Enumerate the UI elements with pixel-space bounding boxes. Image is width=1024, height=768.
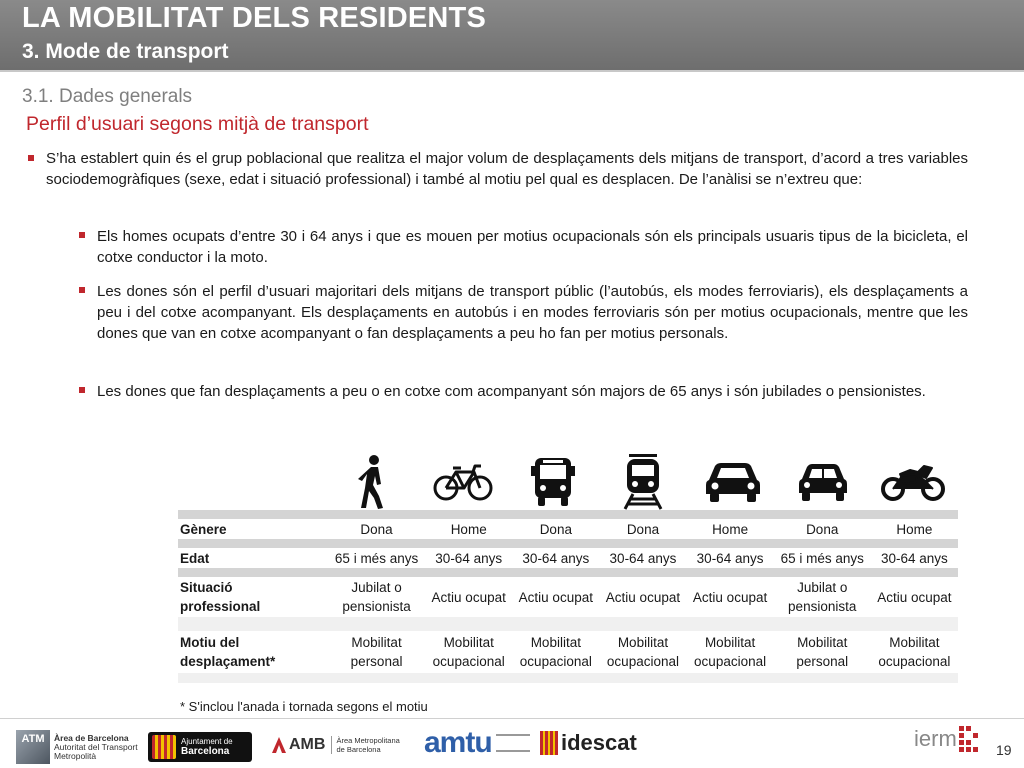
table-separator xyxy=(178,568,958,577)
table-cell: Actiu ocupat xyxy=(431,589,506,605)
amb-text: AMB xyxy=(289,736,326,753)
table-separator xyxy=(178,539,958,548)
motorcycle-icon xyxy=(868,452,958,512)
car-passenger-icon xyxy=(778,452,868,512)
table-cell: Dona xyxy=(626,521,660,537)
train-icon xyxy=(598,452,688,512)
row-label-line: Situació xyxy=(180,580,233,595)
idescat-text: idescat xyxy=(561,730,637,755)
barcelona-shield-icon xyxy=(152,735,176,759)
table-cell-line: Mobilitat xyxy=(617,635,669,650)
row-label xyxy=(178,577,328,617)
table-cell-line: Mobilitat xyxy=(530,635,581,650)
bullet-square-icon xyxy=(28,155,34,161)
sub-bullet-3-text: Les dones que fan desplaçaments a peu o en cotxe com acompanyant són majors de 65 anys i són jubilades o pensionistes. xyxy=(97,383,926,400)
car-driver-icon xyxy=(688,452,778,512)
amb-mark-icon xyxy=(272,737,286,753)
table-cell xyxy=(871,631,958,673)
table-cell-line: Mobilitat xyxy=(443,635,494,650)
table-cell-line: ocupacional xyxy=(694,654,767,669)
row-label-line: Motiu del xyxy=(180,635,240,650)
table-cell-line: Jubilat o xyxy=(351,580,402,595)
iermb-text: ierm xyxy=(914,726,957,751)
table-cell: Actiu ocupat xyxy=(692,589,768,605)
amtu-logo xyxy=(424,726,530,760)
table-cell-line: pensionista xyxy=(788,599,857,614)
table-cell-line: personal xyxy=(350,654,403,669)
bullet-square-icon xyxy=(79,287,85,293)
row-label: Gènere xyxy=(180,521,227,537)
main-bullet-text: S’ha establert quin és el grup poblacional que realitza el major volum de desplaçaments dels mitjans de transport, d’acord a tres variables sociodemogràfiques (sexe, edat i situació professional) i també al motiu pel qual es desplacen. De l’anàlisi se n’extreu que: xyxy=(46,150,968,188)
footer-divider xyxy=(0,718,1024,719)
table-cell: Dona xyxy=(539,521,572,537)
table-cell-line: Mobilitat xyxy=(704,635,756,650)
table-cell: Actiu ocupat xyxy=(605,589,681,605)
table-separator xyxy=(178,673,958,683)
bicycle-icon xyxy=(418,452,508,512)
section-heading: 3.1. Dades generals xyxy=(22,86,193,107)
table-cell-line: pensionista xyxy=(342,599,411,614)
table-cell: 30-64 anys xyxy=(522,550,590,566)
table-cell: Dona xyxy=(360,521,393,537)
transport-icons-row xyxy=(328,452,958,512)
amb-logo xyxy=(272,736,400,754)
table-row xyxy=(178,631,958,673)
table-cell-line: Mobilitat xyxy=(889,635,940,650)
row-label: Edat xyxy=(180,550,210,566)
table-cell xyxy=(687,631,774,673)
user-profile-table xyxy=(178,510,958,683)
pedestrian-icon xyxy=(328,452,418,512)
table-cell-line: ocupacional xyxy=(878,654,951,669)
atm-name-line3: Metropolità xyxy=(54,750,97,761)
table-row xyxy=(178,519,958,539)
ajuntament-line2: Barcelona xyxy=(181,746,230,757)
table-cell-line: ocupacional xyxy=(519,654,592,669)
table-cell: 30-64 anys xyxy=(880,550,948,566)
table-cell xyxy=(774,577,871,617)
table-separator xyxy=(178,510,958,519)
sub-bullet-1-text: Els homes ocupats d’entre 30 i 64 anys i que es mouen per motius ocupacionals són els principals usuaris tipus de la bicicleta, el cotxe conductor i la moto. xyxy=(97,228,968,266)
table-cell-line: personal xyxy=(796,654,849,669)
row-label xyxy=(178,631,328,673)
table-cell xyxy=(425,631,512,673)
table-cell: 30-64 anys xyxy=(696,550,764,566)
table-cell xyxy=(328,631,425,673)
atm-name-line2: Autoritat del Transport xyxy=(54,741,138,752)
table-cell: Home xyxy=(896,521,933,537)
table-cell: Dona xyxy=(806,521,839,537)
bus-icon xyxy=(508,452,598,512)
sub-bullet-2-text: Les dones són el perfil d’usuari majoritari dels mitjans de transport públic (l’autobús, els modes ferroviaris), els desplaçaments a peu i del cotxe acompanyant. Els desplaçaments en autobús i en modes ferroviaris són per motius ocupacionals, mentre que les dones que van en cotxe acompanyant o fan desplaçaments a peu ho fan per motius personals. xyxy=(97,283,968,342)
table-cell xyxy=(599,631,686,673)
ajuntament-line1: Ajuntament de xyxy=(181,737,233,746)
amtu-text: amtu xyxy=(424,726,492,759)
amtu-tagline-icon xyxy=(496,734,530,752)
table-cell: Home xyxy=(450,521,487,537)
table-cell xyxy=(774,631,871,673)
table-row xyxy=(178,577,958,617)
page-number: 19 xyxy=(996,742,1012,758)
table-cell: 30-64 anys xyxy=(435,550,503,566)
bullet-square-icon xyxy=(79,387,85,393)
table-cell xyxy=(328,577,425,617)
iermb-b-mark-icon xyxy=(957,724,983,754)
table-cell: Actiu ocupat xyxy=(877,589,952,605)
table-separator xyxy=(178,617,958,631)
row-label-line: professional xyxy=(180,599,261,614)
idescat-logo xyxy=(540,730,637,756)
subsection-heading: Perfil d’usuari segons mitjà de transport xyxy=(26,113,369,135)
table-cell: 65 i més anys xyxy=(334,550,419,566)
atm-badge: ATM xyxy=(16,730,50,764)
footnote: * S'inclou l'anada i tornada segons el motiu xyxy=(180,699,428,714)
iermb-logo xyxy=(914,724,983,754)
atm-name-line1: Àrea de Barcelona xyxy=(54,732,129,743)
table-cell: Home xyxy=(712,521,749,537)
amb-line2: de Barcelona xyxy=(336,745,381,754)
slide-subtitle: 3. Mode de transport xyxy=(22,40,229,63)
table-cell-line: Mobilitat xyxy=(797,635,848,650)
table-cell: 30-64 anys xyxy=(609,550,677,566)
table-cell-line: ocupacional xyxy=(432,654,505,669)
table-cell: Actiu ocupat xyxy=(518,589,593,605)
amb-line1: Àrea Metropolitana xyxy=(336,736,400,745)
table-cell-line: ocupacional xyxy=(606,654,679,669)
table-row xyxy=(178,548,958,568)
table-cell: 65 i més anys xyxy=(780,550,864,566)
bullet-square-icon xyxy=(79,232,85,238)
atm-logo xyxy=(16,730,138,764)
table-cell xyxy=(512,631,599,673)
table-cell-line: Mobilitat xyxy=(351,635,402,650)
ajuntament-logo xyxy=(148,732,252,762)
slide-header xyxy=(0,0,1024,72)
table-cell-line: Jubilat o xyxy=(797,580,848,595)
idescat-flag-icon xyxy=(540,731,558,755)
slide-title: LA MOBILITAT DELS RESIDENTS xyxy=(22,2,487,34)
row-label-line: desplaçament* xyxy=(180,654,276,669)
